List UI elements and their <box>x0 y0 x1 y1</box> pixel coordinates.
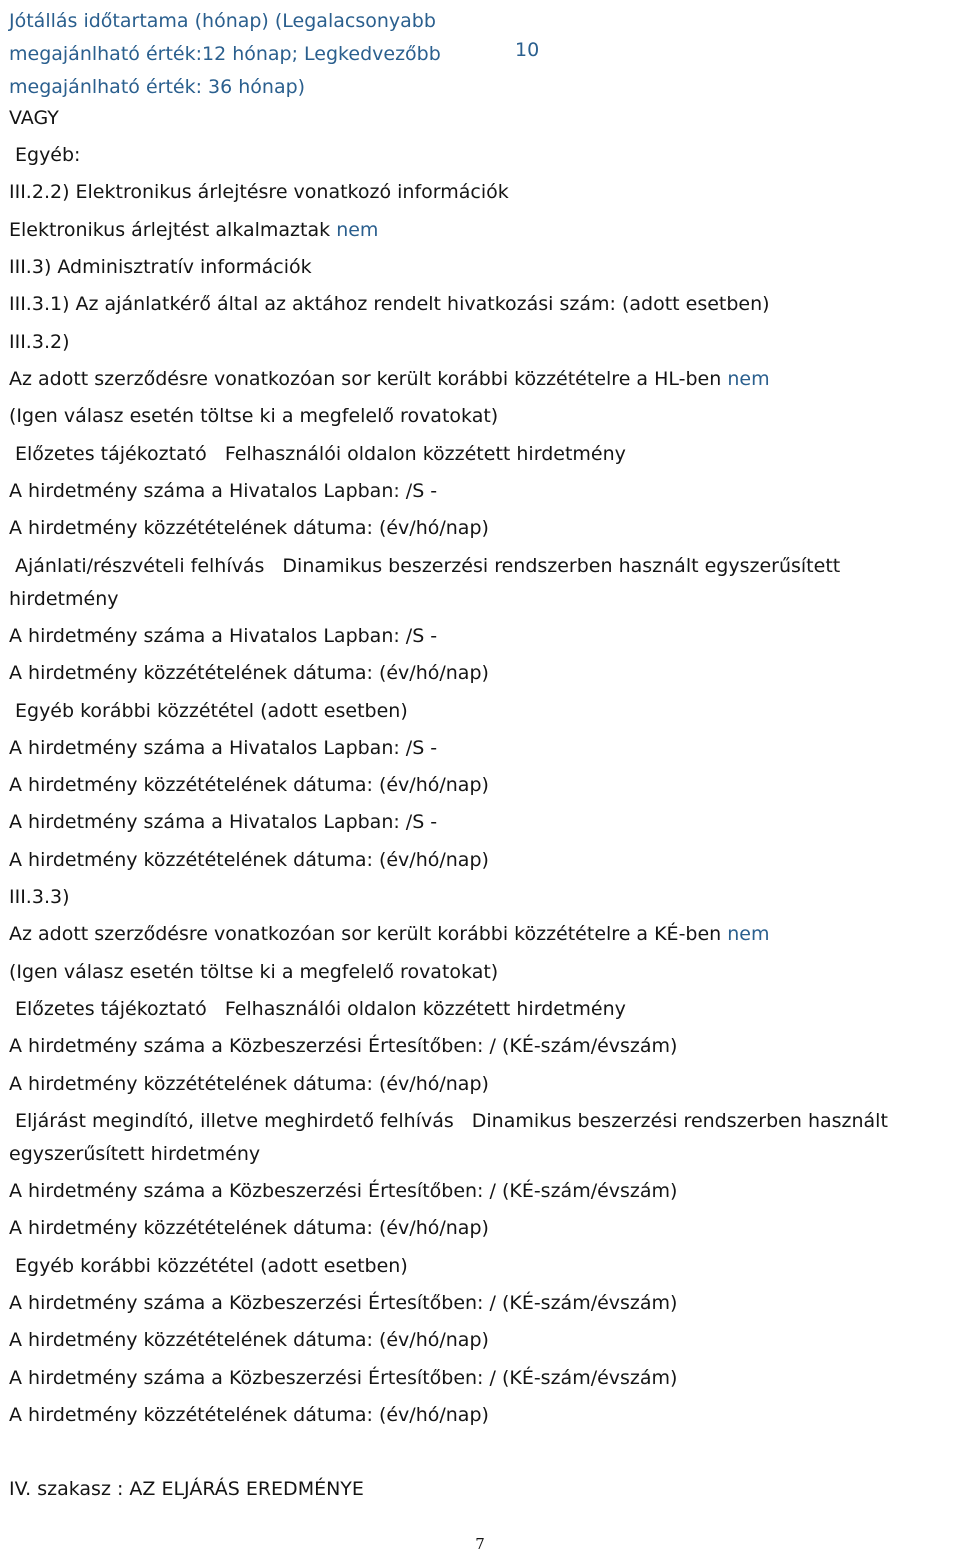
hl-option-2 <box>15 554 840 578</box>
page-number: 7 <box>475 1535 485 1553</box>
hl-call-for-tender: Ajánlati/részvételi felhívás <box>15 555 265 577</box>
ke-buyer-profile-notice: Felhasználói oldalon közzétett hirdetmény <box>224 998 626 1020</box>
hl-notice-date: A hirdetmény közzétételének dátuma: (év/hó/nap) <box>9 662 489 684</box>
hl-notice-number: A hirdetmény száma a Hivatalos Lapban: /S - <box>9 480 438 502</box>
hl-prior-info-notice: Előzetes tájékoztató <box>15 443 207 465</box>
e-auction-line <box>9 218 378 242</box>
section-3-3-1-text: III.3.1) Az ajánlatkérő által az aktához rendelt hivatkozási szám: (adott esetben) <box>9 293 770 315</box>
hl-notice-number: A hirdetmény száma a Hivatalos Lapban: /S - <box>9 737 438 759</box>
hl-instruction: (Igen válasz esetén töltse ki a megfelelő rovatokat) <box>9 405 499 427</box>
hl-prior-publication-line <box>9 367 770 391</box>
ke-notice-date: A hirdetmény közzétételének dátuma: (év/hó/nap) <box>9 1217 489 1239</box>
guarantee-label: Jótállás időtartama (hónap) (Legalacsonyabb megajánlható érték:12 hónap; Legkedvezőbb megajánlható érték: 36 hónap) <box>9 10 441 98</box>
ke-notice-date: A hirdetmény közzétételének dátuma: (év/hó/nap) <box>9 1404 489 1426</box>
ke-other-publication: Egyéb korábbi közzététel (adott esetben) <box>15 1255 408 1277</box>
section-3-2-2-heading: III.2.2) Elektronikus árlejtésre vonatkozó információk <box>9 181 509 203</box>
e-auction-answer: nem <box>336 219 379 241</box>
ke-question: Az adott szerződésre vonatkozóan sor került korábbi közzétételre a KÉ-ben <box>9 923 722 945</box>
hl-notice-date: A hirdetmény közzétételének dátuma: (év/hó/nap) <box>9 849 489 871</box>
hl-answer: nem <box>727 368 770 390</box>
ke-notice-date: A hirdetmény közzétételének dátuma: (év/hó/nap) <box>9 1329 489 1351</box>
ke-prior-info-notice: Előzetes tájékoztató <box>15 998 207 1020</box>
section-3-3-heading: III.3) Adminisztratív információk <box>9 256 312 278</box>
hl-question: Az adott szerződésre vonatkozóan sor került korábbi közzétételre a HL-ben <box>9 368 722 390</box>
ke-launching-notice: Eljárást megindító, illetve meghirdető felhívás <box>15 1110 454 1132</box>
ke-dps-notice-cont: egyszerűsített hirdetmény <box>9 1143 261 1165</box>
ke-notice-number: A hirdetmény száma a Közbeszerzési Értesítőben: / (KÉ-szám/évszám) <box>9 1035 678 1057</box>
ke-notice-number: A hirdetmény száma a Közbeszerzési Értesítőben: / (KÉ-szám/évszám) <box>9 1180 678 1202</box>
ke-option-1 <box>15 997 626 1021</box>
ke-prior-publication-line <box>9 922 770 946</box>
hl-notice-date: A hirdetmény közzétételének dátuma: (év/hó/nap) <box>9 517 489 539</box>
hl-option-1 <box>15 442 626 466</box>
hl-buyer-profile-notice: Felhasználói oldalon közzétett hirdetmény <box>224 443 626 465</box>
or-label: VAGY <box>9 107 59 129</box>
other-label: Egyéb: <box>15 144 81 166</box>
hl-dps-notice: Dinamikus beszerzési rendszerben használt egyszerűsített <box>282 555 841 577</box>
ke-option-2 <box>15 1109 888 1133</box>
ke-notice-date: A hirdetmény közzétételének dátuma: (év/hó/nap) <box>9 1073 489 1095</box>
section-4-heading: IV. szakasz : AZ ELJÁRÁS EREDMÉNYE <box>9 1478 364 1500</box>
guarantee-value: 10 <box>515 39 540 61</box>
section-3-3-2-heading: III.3.2) <box>9 331 70 353</box>
ke-instruction: (Igen válasz esetén töltse ki a megfelelő rovatokat) <box>9 961 499 983</box>
ke-notice-number: A hirdetmény száma a Közbeszerzési Értesítőben: / (KÉ-szám/évszám) <box>9 1367 678 1389</box>
hl-notice-number: A hirdetmény száma a Hivatalos Lapban: /S - <box>9 811 438 833</box>
ke-dps-notice: Dinamikus beszerzési rendszerben használt <box>471 1110 888 1132</box>
hl-other-publication: Egyéb korábbi közzététel (adott esetben) <box>15 700 408 722</box>
hl-notice-date: A hirdetmény közzétételének dátuma: (év/hó/nap) <box>9 774 489 796</box>
ke-answer: nem <box>727 923 770 945</box>
e-auction-question: Elektronikus árlejtést alkalmaztak <box>9 219 331 241</box>
hl-dps-notice-cont: hirdetmény <box>9 588 119 610</box>
hl-notice-number: A hirdetmény száma a Hivatalos Lapban: /S - <box>9 625 438 647</box>
section-3-3-3-heading: III.3.3) <box>9 886 70 908</box>
ke-notice-number: A hirdetmény száma a Közbeszerzési Értesítőben: / (KÉ-szám/évszám) <box>9 1292 678 1314</box>
